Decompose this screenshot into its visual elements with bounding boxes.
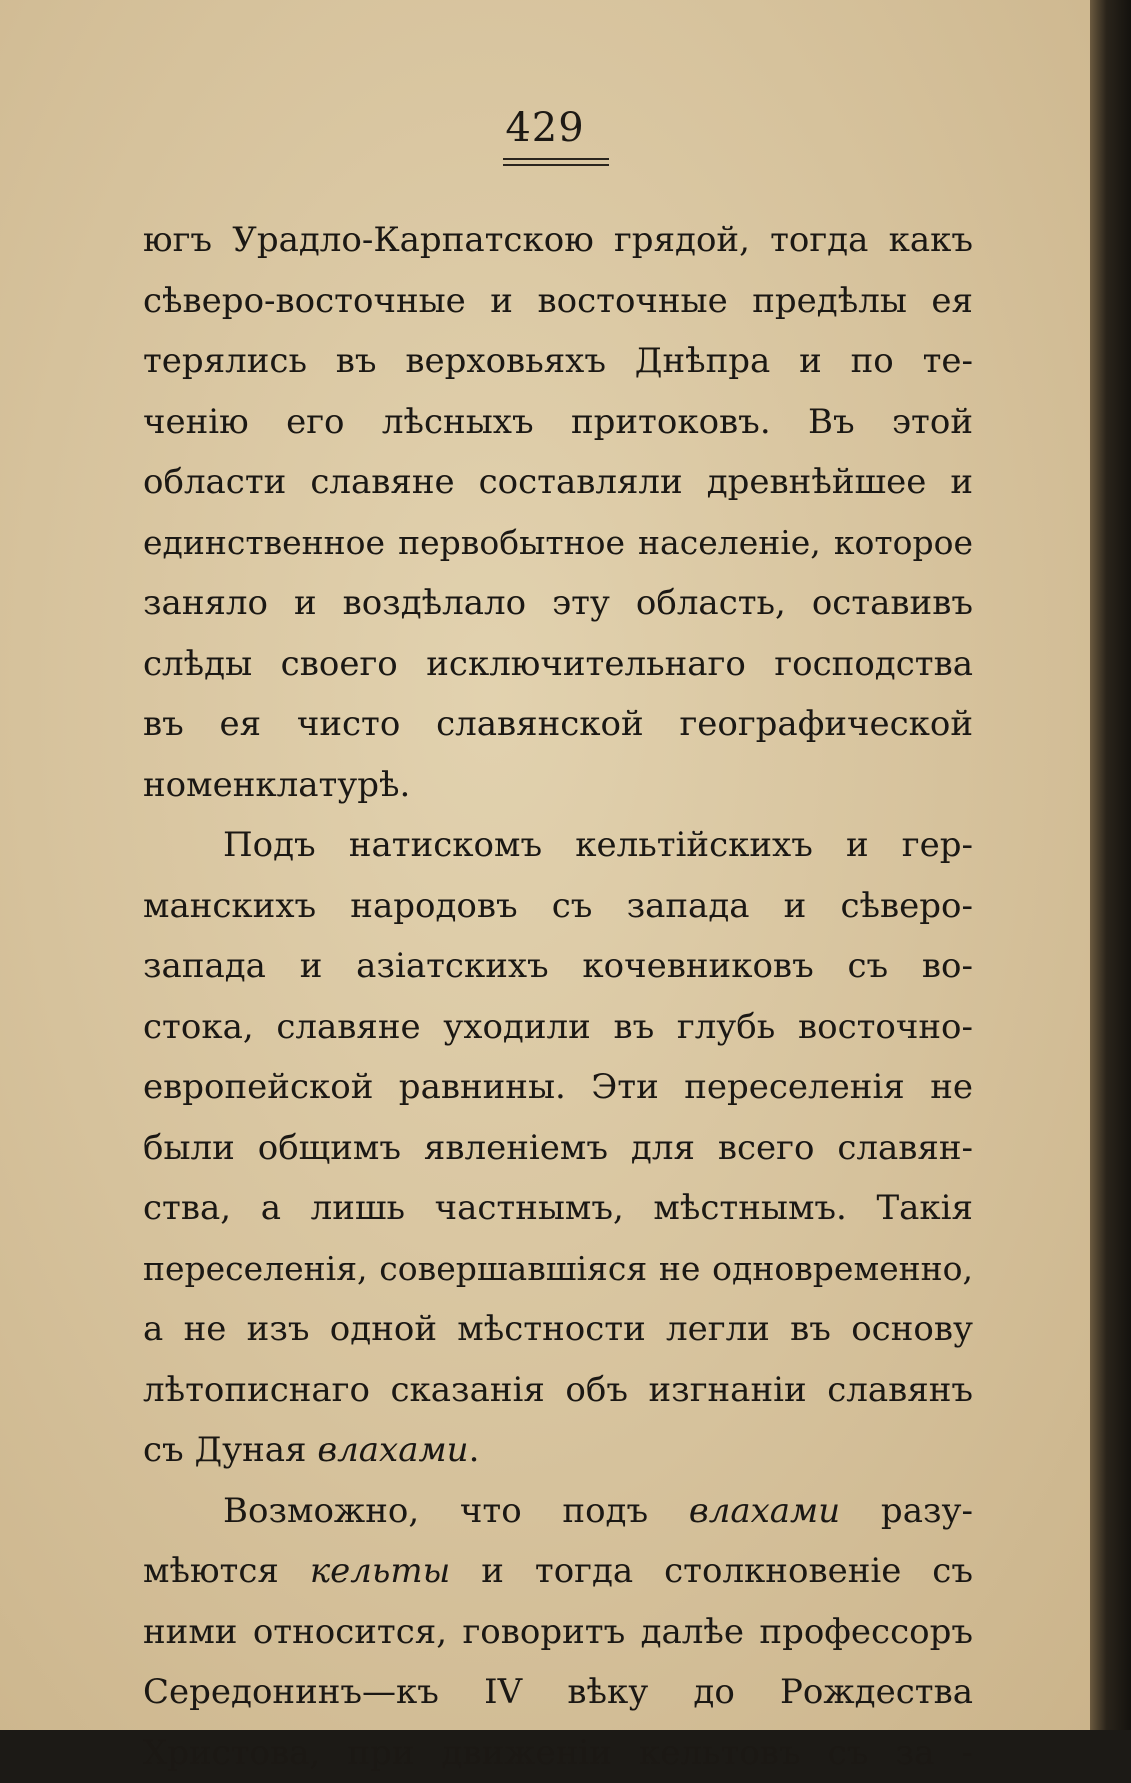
italic-term: влахами [317, 1430, 468, 1470]
page-number-rule-bottom [503, 164, 609, 166]
text-line: югъ Урадло-Карпатскою грядой, тогда какъ [143, 210, 973, 271]
text-segment: съ Дуная [143, 1430, 317, 1470]
italic-term: влахами [689, 1491, 840, 1531]
text-line: слѣды своего исключительнаго господства [143, 634, 973, 695]
text-line [143, 1541, 973, 1602]
text-line: сѣверо-восточные и восточные предѣлы ея [143, 271, 973, 332]
text-line: запада и азіатскихъ кочевниковъ съ во- [143, 936, 973, 997]
text-line: а не изъ одной мѣстности легли въ основу [143, 1299, 973, 1360]
page-edge-shadow [1090, 0, 1131, 1730]
text-line: европейской равнины. Эти переселенія не [143, 1057, 973, 1118]
body-text [143, 210, 973, 1783]
text-line: ства, а лишь частнымъ, мѣстнымъ. Такія [143, 1178, 973, 1239]
text-line: Христова, при движеніи кельтовъ съ за - [143, 1723, 973, 1783]
text-line: заняло и воздѣлало эту область, оставивъ [143, 573, 973, 634]
text-line: ними относится, говоритъ далѣе профессоръ [143, 1602, 973, 1663]
text-segment: мѣются [143, 1551, 310, 1591]
text-line: въ ея чисто славянской географической [143, 694, 973, 755]
text-segment: и тогда столкновеніе съ [450, 1551, 973, 1591]
text-line [143, 1420, 973, 1481]
italic-term: кельты [310, 1551, 451, 1591]
text-line: стока, славяне уходили въ глубь восточно- [143, 997, 973, 1058]
text-line: Середонинъ—къ IV вѣку до Рождества [143, 1662, 973, 1723]
text-line: области славяне составляли древнѣйшее и [143, 452, 973, 513]
text-line: номенклатурѣ. [143, 755, 973, 816]
paragraph-start-line: Подъ натискомъ кельтійскихъ и гер- [143, 815, 973, 876]
text-segment: разу- [840, 1491, 973, 1531]
text-line: ченію его лѣсныхъ притоковъ. Въ этой [143, 392, 973, 453]
text-line: лѣтописнаго сказанія объ изгнаніи славянъ [143, 1360, 973, 1421]
paragraph-start-line [143, 1481, 973, 1542]
text-segment: . [469, 1430, 480, 1470]
text-line: терялись въ верховьяхъ Днѣпра и по те- [143, 331, 973, 392]
text-line: были общимъ явленіемъ для всего славян- [143, 1118, 973, 1179]
text-line: манскихъ народовъ съ запада и сѣверо- [143, 876, 973, 937]
text-line: единственное первобытное населеніе, которое [143, 513, 973, 574]
text-line: переселенія, совершавшіяся не одновременно, [143, 1239, 973, 1300]
page-number: 429 [0, 104, 1090, 152]
page-number-rule-top [503, 158, 609, 160]
text-segment: Возможно, что подъ [223, 1491, 689, 1531]
